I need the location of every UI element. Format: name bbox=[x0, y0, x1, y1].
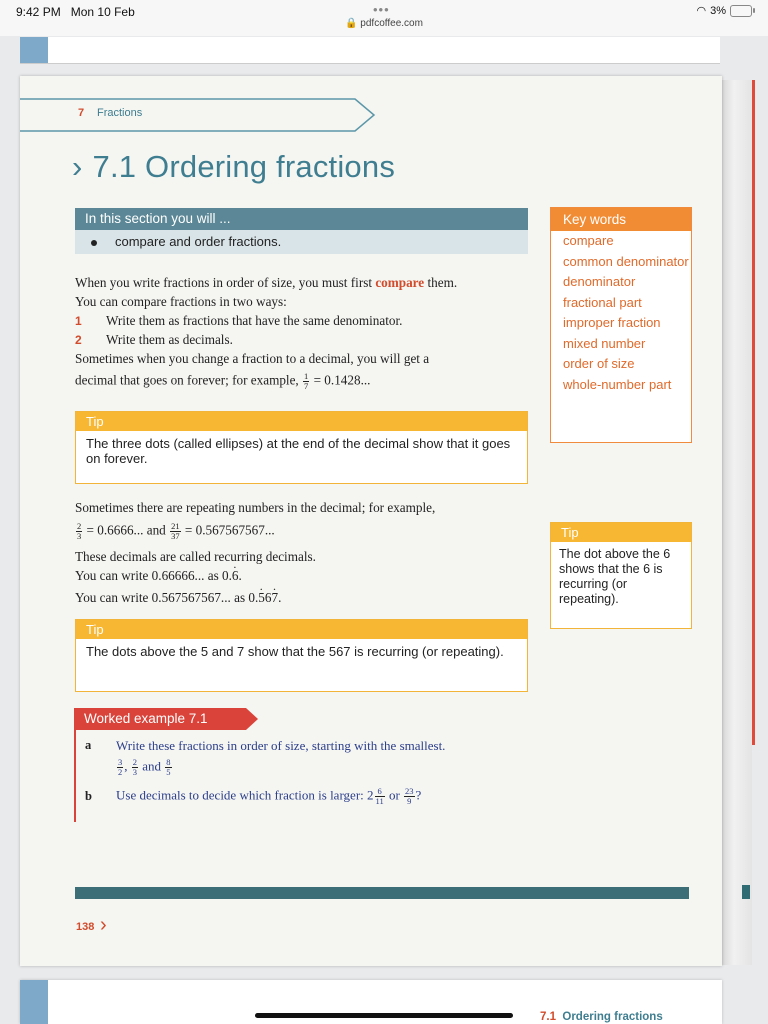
recur-line-2: $\frac{2}{3}$ = 0.6666... and $\frac{21}{37}$ = 0.567567567... bbox=[77, 521, 275, 541]
tip-body: The three dots (called ellipses) at the end of the decimal show that it goes on forever. bbox=[86, 436, 511, 466]
page-number: 138 bbox=[76, 921, 95, 933]
tip-body: The dots above the 5 and 7 show that the 567 is recurring (or repeating). bbox=[86, 644, 504, 659]
key-word[interactable]: denominator bbox=[563, 274, 636, 289]
intro-line-1: When you write fractions in order of size, you must first compare them. bbox=[75, 275, 458, 290]
book-spine bbox=[722, 80, 752, 965]
key-word[interactable]: common denominator bbox=[563, 253, 689, 269]
tip-box-side bbox=[550, 522, 692, 629]
fraction: $\frac{23}{9}$ bbox=[405, 786, 414, 806]
fraction: $\frac{21}{37}$ bbox=[171, 521, 180, 541]
status-right bbox=[696, 4, 752, 17]
fraction: $\frac{1}{7}$ bbox=[304, 371, 309, 391]
key-words-box bbox=[550, 207, 692, 443]
key-word[interactable]: whole-number part bbox=[563, 376, 672, 392]
worked-part-a-text: Write these fractions in order of size, starting with the smallest. bbox=[116, 738, 446, 753]
worked-example-heading: Worked example 7.1 bbox=[74, 708, 258, 730]
home-indicator[interactable] bbox=[255, 1013, 513, 1018]
intro-line-6: decimal that goes on forever; for example, $\frac{1}{7}$ = 0.1428... bbox=[75, 371, 371, 391]
spine-red-edge bbox=[752, 80, 755, 745]
tip-box-ellipses bbox=[75, 411, 528, 484]
chevron-right-icon: › bbox=[100, 914, 107, 936]
intro-line-2: You can compare fractions in two ways: bbox=[75, 294, 287, 309]
chapter-tab bbox=[20, 98, 375, 132]
fraction: $\frac{2}{3}$ bbox=[77, 521, 82, 541]
tip-box-567 bbox=[75, 619, 528, 692]
footer-bar bbox=[75, 887, 689, 899]
intro-step-2: 2 Write them as decimals. bbox=[75, 332, 233, 347]
worked-part-a-fractions: $\frac{3}{2}$ , $\frac{2}{3}$ and $\frac{8}{5}$ bbox=[118, 757, 171, 777]
keyword-compare[interactable]: compare bbox=[375, 275, 425, 290]
tip-heading: Tip bbox=[76, 620, 527, 639]
worked-part-b-letter: b bbox=[85, 789, 92, 803]
multitasking-dots[interactable]: ••• bbox=[373, 2, 390, 17]
chapter-number: 7 bbox=[78, 107, 85, 119]
recur-line-3: These decimals are called recurring decimals. bbox=[75, 549, 316, 564]
fraction: $\frac{2}{3}$ bbox=[132, 757, 137, 777]
tip-heading: Tip bbox=[551, 523, 691, 542]
book-page bbox=[20, 76, 722, 966]
key-word[interactable]: mixed number bbox=[563, 335, 646, 351]
chapter-tab-outline bbox=[20, 98, 376, 132]
key-word[interactable]: compare bbox=[563, 233, 614, 248]
intro-step-1: 1 Write them as fractions that have the same denominator. bbox=[75, 313, 403, 328]
wifi-icon: ◠ bbox=[696, 5, 707, 17]
intro-line-5: Sometimes when you change a fraction to a decimal, you will get a bbox=[75, 351, 430, 366]
tip-body: The dot above the 6 shows that the 6 is recurring (or repeating). bbox=[559, 547, 671, 606]
recur-line-5: You can write 0.567567567... as 0.· 56· 7. bbox=[75, 590, 535, 606]
bullet-icon bbox=[91, 240, 97, 246]
chapter-name: Fractions bbox=[97, 107, 143, 119]
lock-icon: 🔒 bbox=[345, 18, 358, 29]
next-page-footer: 7.1 Ordering fractions bbox=[540, 1011, 663, 1023]
learn-item: compare and order fractions. bbox=[75, 230, 528, 254]
url-text: pdfcoffee.com bbox=[360, 18, 423, 29]
key-words-heading: Key words bbox=[551, 208, 691, 231]
fraction: $\frac{3}{2}$ bbox=[118, 757, 123, 777]
status-bar bbox=[0, 0, 768, 36]
battery-percent: 3% bbox=[710, 4, 726, 17]
key-words-list bbox=[551, 231, 691, 392]
key-word[interactable]: improper fraction bbox=[563, 315, 661, 330]
key-word[interactable]: order of size bbox=[563, 356, 635, 371]
previous-page-edge bbox=[20, 37, 720, 64]
address-bar[interactable] bbox=[0, 18, 768, 29]
key-word[interactable]: fractional part bbox=[563, 294, 642, 310]
spine-teal-mark bbox=[742, 885, 750, 899]
fraction: $\frac{6}{11}$ bbox=[375, 786, 384, 806]
status-time-date: 9:42 PM Mon 10 Feb bbox=[16, 5, 135, 19]
fraction: $\frac{8}{5}$ bbox=[166, 757, 171, 777]
recur-line-4: You can write 0.66666... as 0.· 6. bbox=[75, 568, 535, 584]
battery-icon bbox=[730, 5, 752, 17]
worked-example-bar bbox=[74, 730, 76, 822]
learn-heading: In this section you will ... bbox=[75, 208, 528, 230]
tip-heading: Tip bbox=[76, 412, 527, 431]
chevron-right-icon: › bbox=[72, 149, 83, 184]
worked-part-b-text: Use decimals to decide which fraction is larger: 2 $\frac{6}{11}$ or $\frac{23}{9}$ ? bbox=[116, 786, 422, 806]
recur-line-1: Sometimes there are repeating numbers in the decimal; for example, bbox=[75, 500, 436, 515]
worked-part-a-letter: a bbox=[85, 738, 92, 752]
page-title: › 7.1 Ordering fractions bbox=[72, 149, 396, 184]
